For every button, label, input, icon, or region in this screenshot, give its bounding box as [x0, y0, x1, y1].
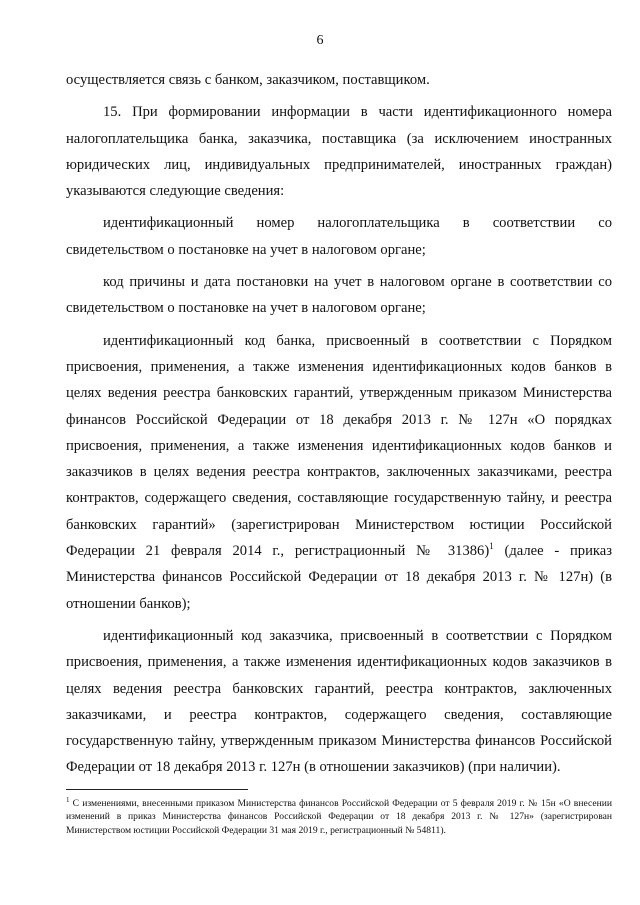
document-body — [66, 67, 612, 787]
paragraph-bank-code — [66, 328, 612, 617]
page-number: 6 — [316, 33, 324, 48]
paragraph-item-15: 15. При формировании информации в части идентификационного номера налогоплательщика банка, заказчика, поставщика (за исключением иностранных юридических лиц, индивидуальных предпринимателей, иностранных граждан) указываются следующие сведения: — [66, 104, 612, 200]
footnote-marker: 1 — [66, 795, 70, 804]
footnote-reference: 1 — [489, 541, 494, 552]
footnote-text: С изменениями, внесенными приказом Министерства финансов Российской Федерации от 5 февраля 2019 г. № 15н «О внесении изменений в приказ Министерства финансов Российской Федерации от 18 декабря 2013 г. № 127н» (зарегистрирован Министерством юстиции Российской Федерации 31 мая 2019 г., регистрационный № 54811). — [66, 798, 612, 836]
bank-code-text-tail: (далее - приказ Министерства финансов Российской Федерации от 18 декабря 2013 г. № 127н) (в отношении банков); — [66, 543, 612, 612]
paragraph-continuation: осуществляется связь с банком, заказчиком, поставщиком. — [66, 72, 430, 88]
footnote — [66, 797, 612, 837]
paragraph-kpp: код причины и дата постановки на учет в налоговом органе в соответствии со свидетельством о постановке на учет в налоговом органе; — [66, 274, 612, 317]
bank-code-text: идентификационный код банка, присвоенный в соответствии с Порядком присвоения, применения, а также изменения идентификационных кодов банков в целях ведения реестра банковских гарантий, утвержденным приказом Министерства финансов Российской Федерации от 18 декабря 2013 г. № 127н «О порядках присвоения, применения, а также изменения идентификационных кодов банков и заказчиков в целях ведения реестра контрактов, заключенных заказчиками, реестра контрактов, содержащего сведения, составляющие государственную тайну, и реестра банковских гарантий» (зарегистрирован Министерством юстиции Российской Федерации 21 февраля 2014 г., регистрационный № 31386) — [66, 332, 612, 560]
paragraph-inn: идентификационный номер налогоплательщика в соответствии со свидетельством о постановке на учет в налоговом органе; — [66, 215, 612, 258]
paragraph-customer-code: идентификационный код заказчика, присвоенный в соответствии с Порядком присвоения, применения, а также изменения идентификационных кодов заказчиков в целях ведения реестра банковских гарантий, реестра контрактов, заключенных заказчиками, и реестра контрактов, содержащего сведения, составляющие государственную тайну, утвержденным приказом Министерства финансов Российской Федерации от 18 декабря 2013 г. 127н (в отношении заказчиков) (при наличии). — [66, 627, 612, 776]
footnote-separator — [66, 789, 248, 790]
